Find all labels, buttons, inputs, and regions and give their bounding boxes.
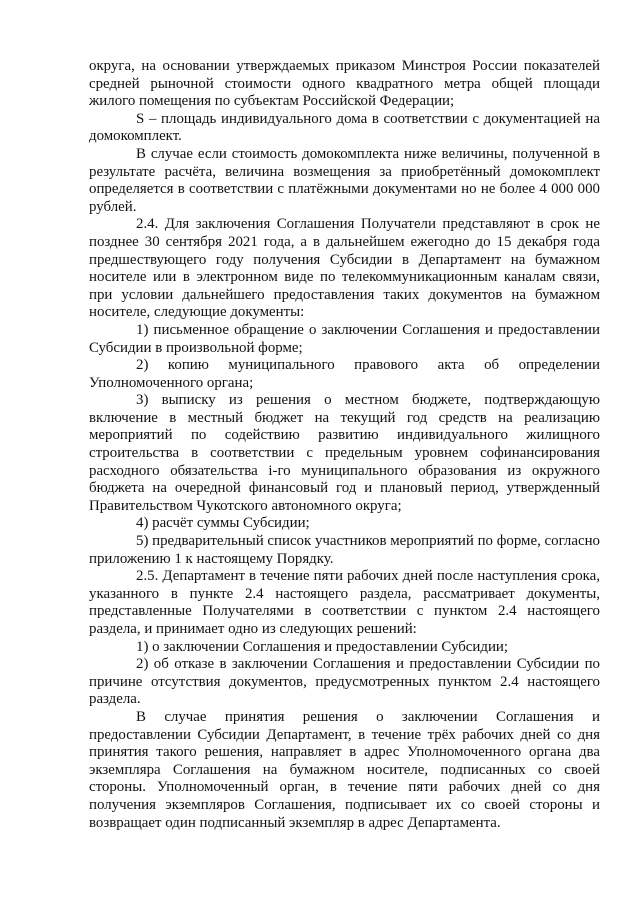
list-item-1: 1) письменное обращение о заключении Соглашения и предоставлении Субсидии в произвольной форме;: [89, 321, 600, 356]
paragraph-agreement-procedure: В случае принятия решения о заключении Соглашения и предоставлении Субсидии Департамент, в течение трёх рабочих дней со дня принятия такого решения, направляет в адрес Уполномоченного органа два экземпляра Соглашения на бумажном носителе, подписанных со своей стороны. Уполномоченный орган, в течение пяти рабочих дней со дня получения экземпляров Соглашения, подписывает их со своей стороны и возвращает один подписанный экземпляр в адрес Департамента.: [89, 708, 600, 831]
paragraph-area-definition: S – площадь индивидуального дома в соответствии с документацией на домокомплект.: [89, 110, 600, 145]
list-item-5: 5) предварительный список участников мероприятий по форме, согласно приложению 1 к настоящему Порядку.: [89, 533, 600, 567]
list-item-3: 3) выписку из решения о местном бюджете, подтверждающую включение в местный бюджет на текущий год средств на реализацию мероприятий по содействию развитию индивидуального жилищного строительства в соответствии с предельным уровнем софинансирования расходного обязательства i-го муниципального образования из окружного бюджета на очередной финансовый год и плановый период, утвержденный Правительством Чукотского автономного округа;: [89, 392, 600, 514]
paragraph-cost-condition: В случае если стоимость домокомплекта ниже величины, полученной в результате расчёта, величина возмещения за приобретённый домокомплект определяется в соответствии с платёжными документами но не более 4 000 000 рублей.: [89, 145, 600, 215]
paragraph-2-5: 2.5. Департамент в течение пяти рабочих дней после наступления срока, указанного в пункте 2.4 настоящего раздела, рассматривает документы, представленные Получателями в соответствии с пунктом 2.4 настоящего раздела, и принимает одно из следующих решений:: [89, 568, 600, 637]
list-item-4: 4) расчёт суммы Субсидии;: [136, 515, 310, 532]
decision-item-1: 1) о заключении Соглашения и предоставлении Субсидии;: [136, 638, 509, 655]
document-body: [89, 58, 600, 832]
list-item-2: 2) копию муниципального правового акта об определении Уполномоченного органа;: [89, 357, 600, 391]
paragraph-continuation: округа, на основании утверждаемых приказом Минстроя России показателей средней рыночной стоимости одного квадратного метра общей площади жилого помещения по субъектам Российской Федерации;: [89, 58, 600, 110]
decision-item-2: 2) об отказе в заключении Соглашения и предоставлении Субсидии по причине отсутствия документов, предусмотренных пунктом 2.4 настоящего раздела.: [89, 656, 600, 708]
paragraph-2-4: 2.4. Для заключения Соглашения Получатели представляют в срок не позднее 30 сентября 2021 года, а в дальнейшем ежегодно до 15 декабря года предшествующего году получения Субсидии в Департамент на бумажном носителе или в электронном виде по телекоммуникационным каналам связи, при условии дальнейшего предоставления таких документов на бумажном носителе, следующие документы:: [89, 216, 600, 321]
